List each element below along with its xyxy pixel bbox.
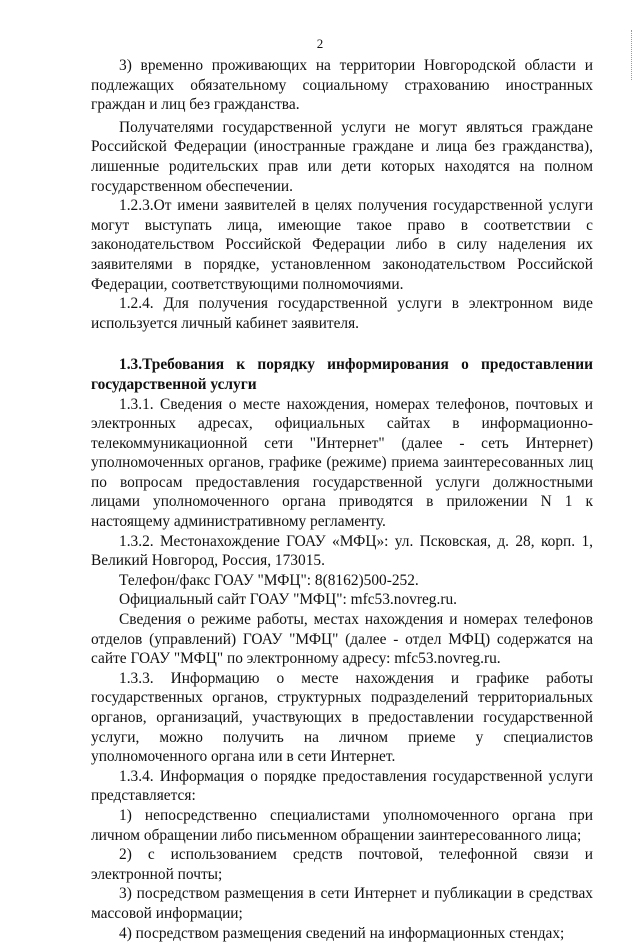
scan-edge-mark <box>631 30 636 80</box>
page-number: 2 <box>316 36 324 51</box>
list-item-3: 3) посредством размещения в сети Интернет и публикации в средствах массовой информации; <box>91 885 593 922</box>
paragraph-1-3-4: 1.3.4. Информация о порядке предоставления государственной услуги представляется: <box>91 767 593 805</box>
paragraph-1-2-4: 1.2.4. Для получения государственной услуги в электронном виде используется личный кабинет заявителя. <box>91 295 593 332</box>
paragraph-phone: Телефон/факс ГОАУ "МФЦ": 8(8162)500-252. <box>119 571 419 589</box>
list-item-4: 4) посредством размещения сведений на информационных стендах; <box>119 924 565 942</box>
list-item-1: 1) непосредственно специалистами уполномоченного органа при личном обращении либо письменном обращении заинтересованного лица; <box>91 806 593 844</box>
list-item-2: 2) с использованием средств почтовой, телефонной связи и электронной почты; <box>91 846 593 883</box>
paragraph-ineligible-recipients: Получателями государственной услуги не могут являться граждане Российской Федерации (иностранные граждане и лица без гражданства), лишенные родительских прав или дети которых находятся на полном государственном обеспечении. <box>91 118 593 195</box>
section-heading-1-3: 1.3.Требования к порядку информирования о предоставлении государственной услуги <box>91 356 593 393</box>
paragraph-1-3-2: 1.3.2. Местонахождение ГОАУ «МФЦ»: ул. Псковская, д. 28, корп. 1, Великий Новгород, Россия, 173015. <box>91 532 593 570</box>
paragraph-1-2-3: 1.2.3.От имени заявителей в целях получения государственной услуги могут выступать лица, имеющие такое право в соответствии с законодательством Российской Федерации либо в силу наделения их заявителями в порядке, установленном законодательством Российской Федерации, соответствующими полномочиями. <box>91 197 593 293</box>
paragraph-1-3-3: 1.3.3. Информацию о месте нахождения и графике работы государственных органов, структурных подразделений территориальных органов, организаций, участвующих в предоставлении государственной услуги, можно получить на личном приеме у специалистов уполномоченного органа или в сети Интернет. <box>91 669 593 766</box>
document-body <box>91 56 593 943</box>
paragraph-foreign-residents: 3) временно проживающих на территории Новгородской области и подлежащих обязательному социальному страхованию иностранных граждан и лиц без гражданства. <box>91 57 593 114</box>
paragraph-website: Официальный сайт ГОАУ "МФЦ": mfc53.novreg.ru. <box>119 591 458 609</box>
paragraph-1-3-1: 1.3.1. Сведения о месте нахождения, номерах телефонов, почтовых и электронных адресах, официальных сайтах в информационно-телекоммуникационной сети "Интернет" (далее - сеть Интернет) уполномоченных органов, графике (режиме) приема заинтересованных лиц по вопросам предоставления государственной услуги должностными лицами уполномоченного органа приводятся в приложении N 1 к настоящему административному регламенту. <box>91 395 593 531</box>
paragraph-departments: Сведения о режиме работы, местах нахождения и номерах телефонов отделов (управлений) ГОАУ "МФЦ" (далее - отдел МФЦ) содержатся на сайте ГОАУ "МФЦ" по электронному адресу: mfc53.novreg.ru. <box>91 611 593 668</box>
